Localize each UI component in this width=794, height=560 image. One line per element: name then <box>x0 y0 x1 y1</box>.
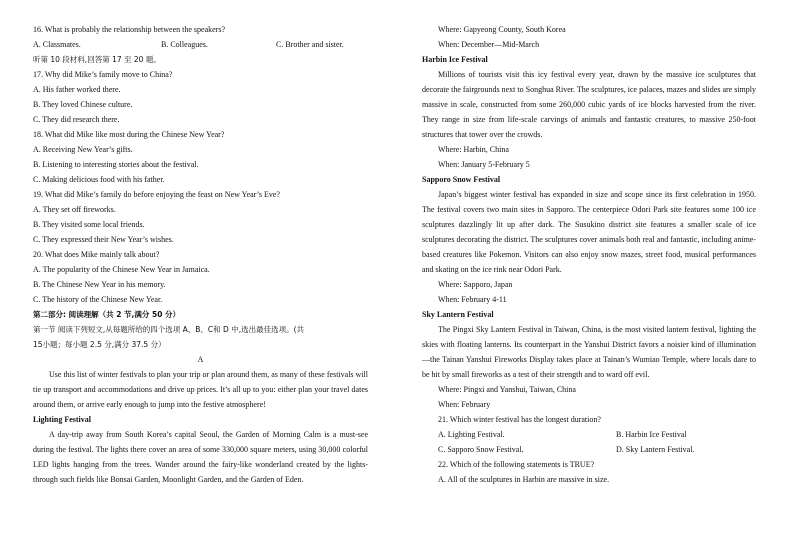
question-21-options-row1 <box>422 427 756 442</box>
question-17: 17. Why did Mike’s family move to China? <box>33 70 173 79</box>
lighting-festival-text: A day-trip away from South Korea’s capital Seoul, the Garden of Morning Calm is a must-see during the festival. The lights there cover an area of some 330,000 square meters, using 30,000 colorful LED lights hanging from the trees. Wander around the fairy-like wonderland created by the lights-through such fields like Bonsai Garden, Moonlight Garden, and the Garden of Eden. <box>33 430 368 484</box>
option-a: A. The popularity of the Chinese New Year in Jamaica. <box>33 265 210 274</box>
question-22: 22. Which of the following statements is TRUE? <box>438 460 595 469</box>
lighting-where: Where: Gapyeong County, South Korea <box>438 25 566 34</box>
option-c: C. They did research there. <box>33 115 120 124</box>
right-column <box>422 22 756 487</box>
option-b: B. The Chinese New Year in his memory. <box>33 280 166 289</box>
sky-lantern-festival-title: Sky Lantern Festival <box>422 310 494 319</box>
sky-lantern-when: When: February <box>438 400 491 409</box>
option-b: B. Listening to interesting stories about the festival. <box>33 160 199 169</box>
passage-intro: Use this list of winter festivals to plan your trip or plan around them, as many of these festivals will tie up transport and accommodations and drive up prices. It’s all up to you: either plan your travel dates around them, or arrive early enough to jump into the festive atmosphere! <box>33 370 368 409</box>
option-a: A. All of the sculptures in Harbin are massive in size. <box>438 475 610 484</box>
lighting-when: When: December—Mid-March <box>438 40 540 49</box>
option-c: C. Making delicious food with his father. <box>33 175 165 184</box>
harbin-festival-title: Harbin Ice Festival <box>422 55 488 64</box>
part2-instruction-line1: 第一节 阅读下列短文,从每题所给的四个选项 A、B、C和 D 中,选出最佳选项。(共 <box>33 325 305 334</box>
sapporo-festival-text: Japan’s biggest winter festival has expanded in size and scope since its first celebration in 1950. The festival covers two main sites in Sapporo. The centerpiece Odori Park site features some 100 ice sculptures dazzlingly lit up after dark. The Susukino district site features a smaller scale of ice sculptures decorating the district. The sculptures cover animals both real and fantastic, including anime-based creatures like Pokemon. Visitors can also enjoy snow mazes, street food, musical performances and skating on the ice rink near Odori Park. <box>422 190 756 274</box>
question-20: 20. What does Mike mainly talk about? <box>33 250 160 259</box>
lighting-festival-title: Lighting Festival <box>33 415 92 424</box>
option-a: A. Receiving New Year’s gifts. <box>33 145 133 154</box>
option-c: C. They expressed their New Year’s wishes. <box>33 235 174 244</box>
question-16: 16. What is probably the relationship between the speakers? <box>33 25 226 34</box>
question-16-options <box>33 37 368 52</box>
sapporo-festival-title: Sapporo Snow Festival <box>422 175 501 184</box>
passage-label: A <box>197 355 204 364</box>
option-b: B. Colleagues. <box>161 40 208 49</box>
question-21-options-row2 <box>422 442 756 457</box>
option-a: A. Lighting Festival. <box>438 430 505 439</box>
question-21: 21. Which winter festival has the longest duration? <box>438 415 601 424</box>
option-b: B. They visited some local friends. <box>33 220 145 229</box>
part2-instruction-line2: 15小题；每小题 2.5 分,满分 37.5 分） <box>33 340 166 349</box>
harbin-where: Where: Harbin, China <box>438 145 509 154</box>
section-10-instruction: 听第 10 段材料,回答第 17 至 20 题。 <box>33 55 161 64</box>
option-c: C. The history of the Chinese New Year. <box>33 295 163 304</box>
option-b: B. They loved Chinese culture. <box>33 100 133 109</box>
part2-title: 第二部分: 阅读理解（共 2 节,满分 50 分） <box>33 310 181 319</box>
sapporo-when: When: February 4-11 <box>438 295 507 304</box>
sapporo-where: Where: Sapporo, Japan <box>438 280 513 289</box>
option-a: A. His father worked there. <box>33 85 121 94</box>
harbin-when: When: January 5-February 5 <box>438 160 530 169</box>
option-c: C. Brother and sister. <box>276 40 344 49</box>
option-c: C. Sapporo Snow Festival. <box>438 445 524 454</box>
question-18: 18. What did Mike like most during the Chinese New Year? <box>33 130 225 139</box>
option-d: D. Sky Lantern Festival. <box>616 445 695 454</box>
option-a: A. They set off fireworks. <box>33 205 116 214</box>
option-b: B. Harbin Ice Festival <box>616 430 687 439</box>
sky-lantern-festival-text: The Pingxi Sky Lantern Festival in Taiwan, China, is the most visited lantern festival, lighting the skies with floating lanterns. Its counterpart in the Yanshui District favors a noisier kind of illumination —the Tainan Yanshui Fireworks Display takes place at Tainan’s Wumiao Temple, where locals dare to be hit by small fireworks as a test of their strength and to ward off evil. <box>422 325 756 379</box>
question-19: 19. What did Mike’s family do before enjoying the feast on New Year’s Eve? <box>33 190 280 199</box>
left-column <box>33 22 368 487</box>
harbin-festival-text: Millions of tourists visit this icy festival every year, drawn by the massive ice sculptures that decorate the fairgrounds next to Songhua River. The sculptures, ice palaces, mazes and slides are simply massive in scale, constructed from some 260,000 cubic yards of ice blocks harvested from the river. They range in size from life-scale carvings of animals and fantastic creatures, to massive 250-foot structures that tower over the crowds. <box>422 70 756 139</box>
option-a: A. Classmates. <box>33 40 81 49</box>
sky-lantern-where: Where: Pingxi and Yanshui, Taiwan, China <box>438 385 576 394</box>
